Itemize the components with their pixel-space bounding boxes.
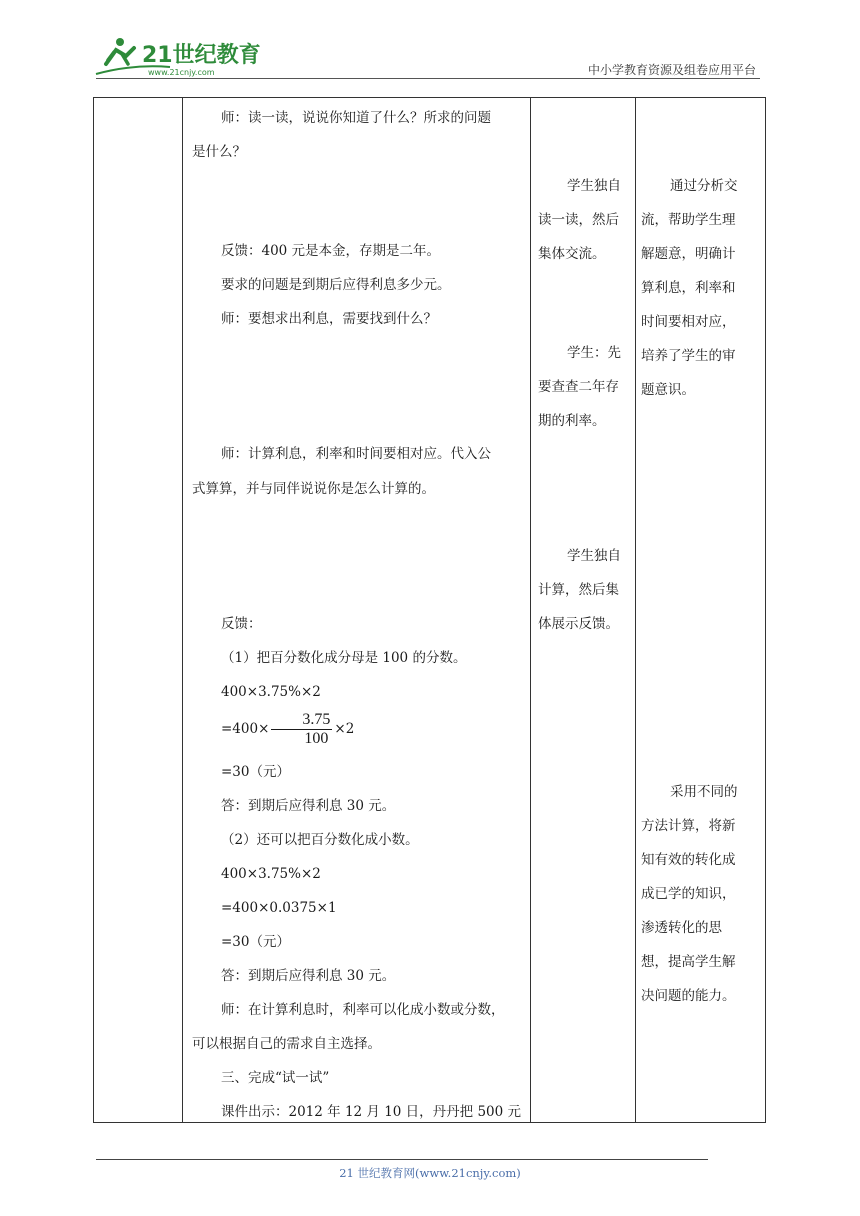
text-line: 师：计算利息，利率和时间要相对应。代入公: [221, 446, 491, 462]
text-line: 期的利率。: [538, 413, 606, 429]
text-line: 师：在计算利息时，利率可以化成小数或分数，: [221, 1002, 505, 1018]
col-divider-3: [635, 98, 636, 1122]
equation-suffix: ×2: [334, 721, 355, 737]
text-line: 师：读一读，说说你知道了什么？所求的问题: [221, 110, 491, 126]
lesson-table: [93, 97, 766, 1123]
text-line: 集体交流。: [538, 246, 606, 262]
logo-text: 21世纪教育: [142, 43, 261, 68]
equation-line: =30（元）: [221, 764, 290, 780]
text-line: 答：到期后应得利息 30 元。: [221, 968, 396, 984]
fraction: [271, 711, 332, 748]
text-line: 想，提高学生解: [641, 954, 736, 970]
text-line: 学生：先: [567, 345, 621, 361]
text-line: 要查查二年存: [538, 379, 619, 395]
equation-prefix: =400×: [221, 721, 270, 737]
text-line: 读一读，然后: [538, 212, 619, 228]
text-line: 时间要相对应，: [641, 314, 736, 330]
equation-line: =30（元）: [221, 934, 290, 950]
text-line: 要求的问题是到期后应得利息多少元。: [221, 277, 451, 293]
logo-url: www.21cnjy.com: [148, 68, 215, 77]
text-line: 通过分析交: [670, 178, 738, 194]
platform-title: 中小学教育资源及组卷应用平台: [587, 63, 756, 77]
text-line: （1）把百分数化成分母是 100 的分数。: [221, 650, 467, 666]
text-line: 流，帮助学生理: [641, 212, 736, 228]
text-line: 采用不同的: [670, 784, 738, 800]
equation-line: =400×0.0375×1: [221, 900, 337, 916]
text-line: 解题意，明确计: [641, 246, 736, 262]
text-line: 是什么？: [192, 144, 246, 160]
text-line: 反馈：400 元是本金，存期是二年。: [221, 243, 441, 259]
text-line: （2）还可以把百分数化成小数。: [221, 832, 419, 848]
equation-line: 400×3.75%×2: [221, 684, 321, 700]
col-divider-2: [530, 98, 531, 1122]
text-line: 题意识。: [641, 382, 695, 398]
text-line: 体展示反馈。: [538, 616, 619, 632]
text-line: 知有效的转化成: [641, 852, 736, 868]
text-line: 培养了学生的审: [641, 348, 736, 364]
text-line: 课件出示：2012 年 12 月 10 日，丹丹把 500 元: [221, 1104, 522, 1120]
footer-text[interactable]: 21 世纪教育网(www.21cnjy.com): [339, 1166, 521, 1180]
text-line: 反馈：: [221, 616, 262, 632]
col-divider-1: [182, 98, 183, 1122]
text-line: 方法计算，将新: [641, 818, 736, 834]
footer-rule: [96, 1159, 708, 1160]
text-line: 成已学的知识，: [641, 886, 736, 902]
text-line: 计算，然后集: [538, 582, 619, 598]
fraction-denominator: 100: [304, 730, 329, 747]
fraction-numerator: 3.75: [271, 711, 332, 730]
equation-line: 400×3.75%×2: [221, 866, 321, 882]
text-line: 答：到期后应得利息 30 元。: [221, 798, 396, 814]
text-line: 式算算，并与同伴说说你是怎么计算的。: [192, 481, 435, 497]
text-line: 决问题的能力。: [641, 988, 736, 1004]
site-logo: [92, 34, 262, 80]
text-line: 可以根据自己的需求自主选择。: [192, 1036, 381, 1052]
section-heading: 三、完成“试一试”: [221, 1070, 330, 1086]
text-line: 学生独自: [567, 178, 621, 194]
text-line: 学生独自: [567, 548, 621, 564]
page-header: [0, 0, 860, 90]
text-line: 算利息，利率和: [641, 280, 736, 296]
equation-line: [192, 709, 354, 749]
text-line: 渗透转化的思: [641, 920, 722, 936]
header-rule: [96, 78, 760, 79]
text-line: 师：要想求出利息，需要找到什么？: [221, 311, 437, 327]
